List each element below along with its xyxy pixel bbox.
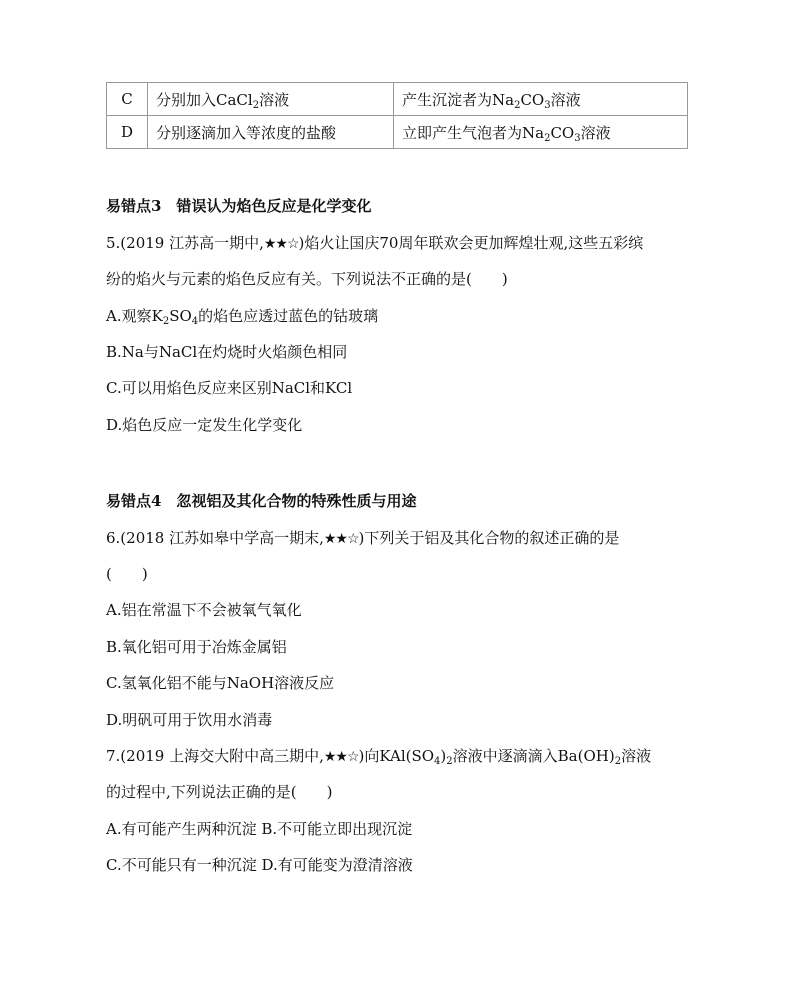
question-stem: 5.(2019 江苏高一期中,★★☆)焰火让国庆70周年联欢会更加辉煌壮观,这些五彩缤: [106, 234, 644, 252]
row-result: 产生沉淀者为$Na_2CO_3$溶液: [394, 83, 688, 116]
table-row: [107, 116, 688, 149]
difficulty-stars: ★★☆: [263, 236, 299, 252]
question-stem: 的过程中,下列说法正确的是( ): [106, 783, 333, 801]
option: A.有可能产生两种沉淀 B.不可能立即出现沉淀: [106, 820, 413, 838]
option: A.观察$K_2SO_4$的焰色应透过蓝色的钴玻璃: [106, 307, 379, 327]
question-stem: 6.(2018 江苏如皋中学高一期末,★★☆)下列关于铝及其化合物的叙述正确的是: [106, 529, 620, 547]
option: B.Na与NaCl在灼烧时火焰颜色相同: [106, 343, 348, 361]
option: D.明矾可用于饮用水消毒: [106, 711, 273, 729]
row-method: 分别逐滴加入等浓度的盐酸: [148, 116, 394, 149]
difficulty-stars: ★★☆: [323, 749, 359, 765]
row-key: C: [107, 83, 148, 116]
table-row: [107, 83, 688, 116]
row-method: 分别加入CaCl$_2$溶液: [148, 83, 394, 116]
option: A.铝在常温下不会被氧气氧化: [106, 601, 302, 619]
row-result: 立即产生气泡者为$Na_2CO_3$溶液: [394, 116, 688, 149]
options-table: [106, 82, 688, 149]
option: D.焰色反应一定发生化学变化: [106, 416, 303, 434]
question-stem: 7.(2019 上海交大附中高三期中,★★☆)向$KAl(SO_4)_2$溶液中逐滴滴入$Ba(OH)_2$溶液: [106, 747, 652, 767]
option: C.可以用焰色反应来区别NaCl和KCl: [106, 379, 353, 397]
section-heading: 易错点4 忽视铝及其化合物的特殊性质与用途: [106, 492, 417, 510]
row-key: D: [107, 116, 148, 149]
option: B.氧化铝可用于冶炼金属铝: [106, 638, 287, 656]
question-stem: ( ): [106, 565, 148, 583]
section-heading: 易错点3 错误认为焰色反应是化学变化: [106, 197, 372, 215]
question-stem: 纷的焰火与元素的焰色反应有关。下列说法不正确的是( ): [106, 270, 508, 288]
option: C.氢氧化铝不能与NaOH溶液反应: [106, 674, 335, 692]
difficulty-stars: ★★☆: [323, 531, 359, 547]
option: C.不可能只有一种沉淀 D.有可能变为澄清溶液: [106, 856, 413, 874]
